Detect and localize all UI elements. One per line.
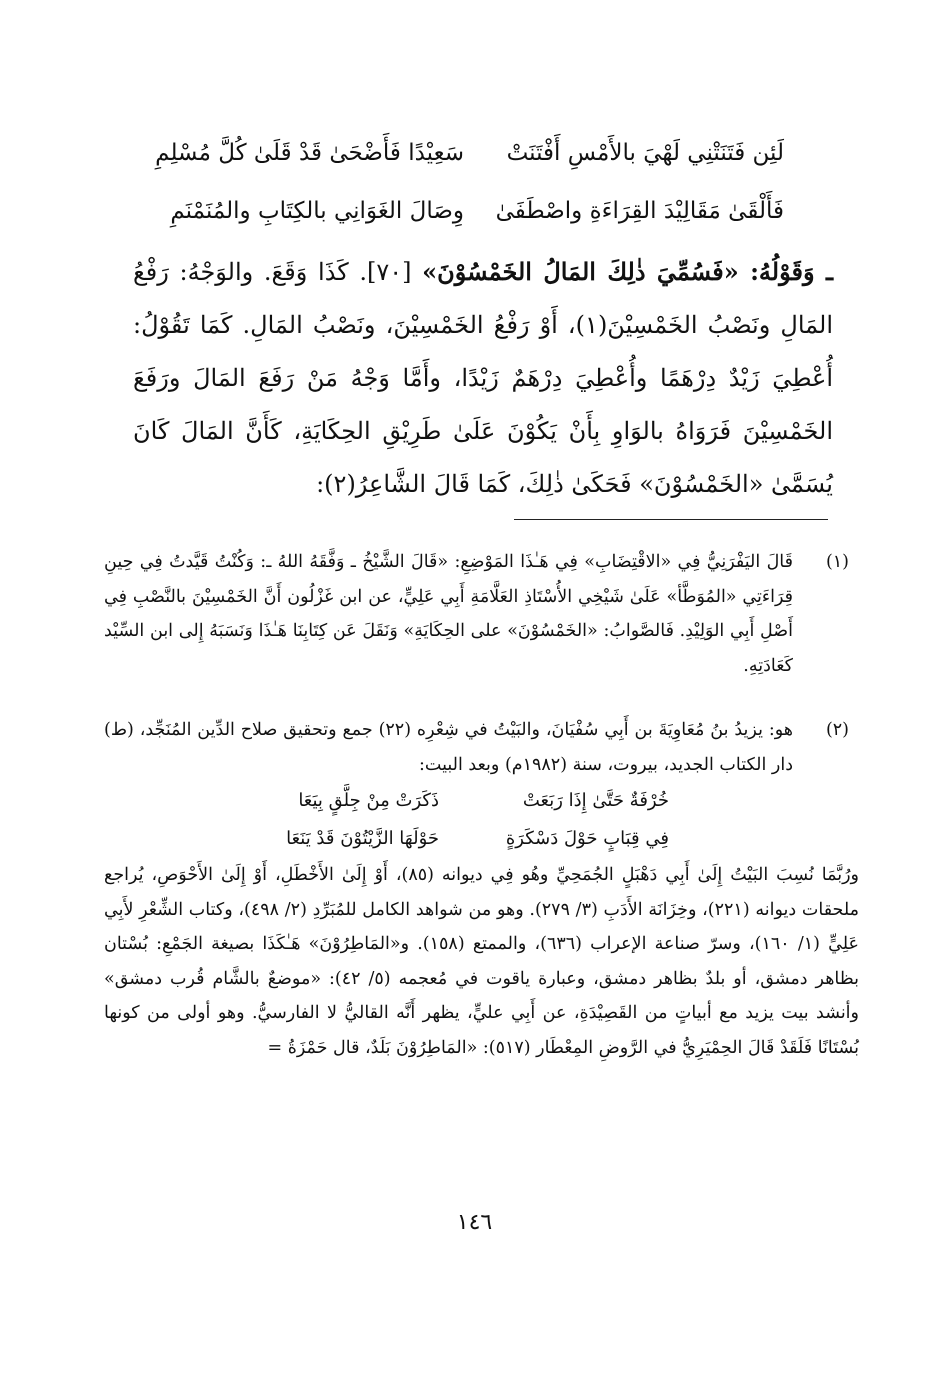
verse-line-1 <box>155 140 784 166</box>
footnote-2-verse-2-second: حَوْلَهَا الزَّيْتُوْنَ قَدْ يَنَعَا <box>286 828 439 849</box>
footnote-separator <box>514 519 828 520</box>
verse-1-second-hemistich: سَعِيْدًا فَأَضْحَىٰ قَدْ قَلَىٰ كُلَّ مُسْلِمِ <box>155 140 464 166</box>
verse-1-first-hemistich: لَئِن فَتَنَتْنِي لَهْيَ بالأَمْسِ أَفْتَنَتْ <box>506 140 784 166</box>
footnote-2-verse-1 <box>104 782 849 820</box>
verse-2-second-hemistich: وِصَالَ الغَوَانِي بالكِتَابِ والمُنَمْنَمِ <box>170 198 464 224</box>
footnote-2 <box>104 713 860 1065</box>
footnote-2-verse-1-first: خُرْفَةٌ حَتَّىٰ إِذَا رَبَعَتْ <box>522 790 669 811</box>
footnote-2-number: (٢) <box>825 720 849 740</box>
footnote-2-verse-2-first: فِي قِبَابٍ حَوْلَ دَسْكَرَةٍ <box>505 828 669 849</box>
main-paragraph <box>133 245 833 511</box>
footnote-1-text: قَالَ اليَفْرَنِيُّ فِي «الاقْتِضَابِ» فِي هَـٰذَا المَوْضِعِ: «قَالَ الشَّيْخُ ـ وَفَّقَهُ اللهُ ـ: وَكُنْتُ قَيَّدتُ فِي حِينِ قِرَاءَتِي «المُوَطَّأ» عَلَىٰ شَيْخِي الأُسْتَاذِ العَلَّامَةِ أَبِي عَلِيٍّ، عن ابن غَزْلُون أَنَّ الخَمْسِيْنَ بالنَّصْبِ فِي أَصْلِ أَبِي الوَلِيْدِ. فَالصَّوابُ: «الخَمْسُوْنَ» على الحِكَايَةِ» وَنَقَلَ عَن كِتَابِنَا هَـٰذَا وَنَسَبَهُ إِلى ابن السِّيْد كَعَادَتِهِ. <box>104 552 793 676</box>
footnote-2-verse-2 <box>104 820 849 858</box>
main-paragraph-body: [٧٠]. كَذَا وَقَعَ. والوَجْهُ: رَفْعُ المَالِ ونَصْبُ الخَمْسِيْنَ(١)، أَوْ رَفْعُ الخَمْسِيْنَ، ونَصْبُ المَالِ. كَمَا تَقُوْلُ: أُعْطِيَ زَيْدٌ دِرْهَمًا وأُعْطِيَ دِرْهَمٌ زَيْدًا، وأَمَّا وَجْهُ مَنْ رَفَعَ المَالَ ورَفَعَ الخَمْسِيْنَ فَرَوَاهُ بالوَاوِ بِأَنْ يَكُوْنَ عَلَىٰ طَرِيْقِ الحِكَايَةِ، كَأَنَّ المَالَ كَانَ يُسَمَّىٰ «الخَمْسُوْنَ» فَحَكَىٰ ذٰلِكَ، كَمَا قَالَ الشَّاعِرُ(٢): <box>133 258 833 498</box>
footnote-2-intro: هو: يزيدُ بنُ مُعَاوِيَةَ بن أَبِي سُفْيَانَ، والبَيْتُ في شِعْرِه (٢٢) جمع وتحقيق صلاح الدِّين المُنَجِّد، (ط) دار الكتاب الجديد، بيروت، سنة (١٩٨٢م) وبعد البيت: <box>104 720 793 775</box>
footnote-1 <box>104 545 849 683</box>
footnote-1-number: (١) <box>825 552 849 572</box>
verse-2-first-hemistich: فَأَلْقَىٰ مَقَالِيْدَ القِرَاءَةِ واصْطَفَىٰ <box>495 198 784 224</box>
footnote-2-verse-1-second: ذَكَرَتْ مِنْ جِلَّقٍ بِيَعَا <box>298 790 439 811</box>
page-number: ١٤٦ <box>456 1210 493 1235</box>
main-paragraph-lead: ـ وَقَوْلُهُ: «فَسُمِّيَ ذٰلِكَ المَالُ الخَمْسُوْنَ» <box>422 257 833 286</box>
verse-line-2 <box>164 198 784 224</box>
footnote-2-continuation: ورُبَّمَا نُسِبَ البَيْتُ إِلَىٰ أَبِي دَهْبَلٍ الجُمَحِيِّ وهُو فِي ديوانه (٨٥)، أَوْ إِلَىٰ الأَخْطَلِ، أَوْ إِلَىٰ الأَحْوَصِ، يُراجع ملحقات ديوانه (٢٢١)، وخِزَانَة الأَدَبِ (٣/ ٢٧٩). وهو من شواهد الكامل للمُبَرِّدِ (٢/ ٤٩٨)، وكتاب الشِّعْرِ لأَبِي عَلِيٍّ (١/ ١٦٠)، وسرّ صناعة الإعراب (٦٣٦)، والممتع (١٥٨). و«المَاطِرُوْنَ» هَـٰكَذَا بصيغة الجَمْعِ: بُسْتان بظاهر دمشق، أو بلدٌ بظاهر دمشق، وعبارة ياقوت في مُعجمه (٥/ ٤٢): «موضعٌ بالشَّام قُرب دمشق» وأنشد بيت يزيد مع أبياتٍ من القَصِيْدَةِ، عن أَبِي عليٍّ، يظهر أَنَّه القاليُّ لا الفارسيُّ. وهو أولى من كونها بُسْتَانًا فَلَقَدْ قَالَ الحِمْيَرِيُّ في الرَّوضِ المِعْطَار (٥١٧): «المَاطِرُوْنَ بَلَدٌ، قال حَمْزَةُ = <box>104 865 860 1058</box>
